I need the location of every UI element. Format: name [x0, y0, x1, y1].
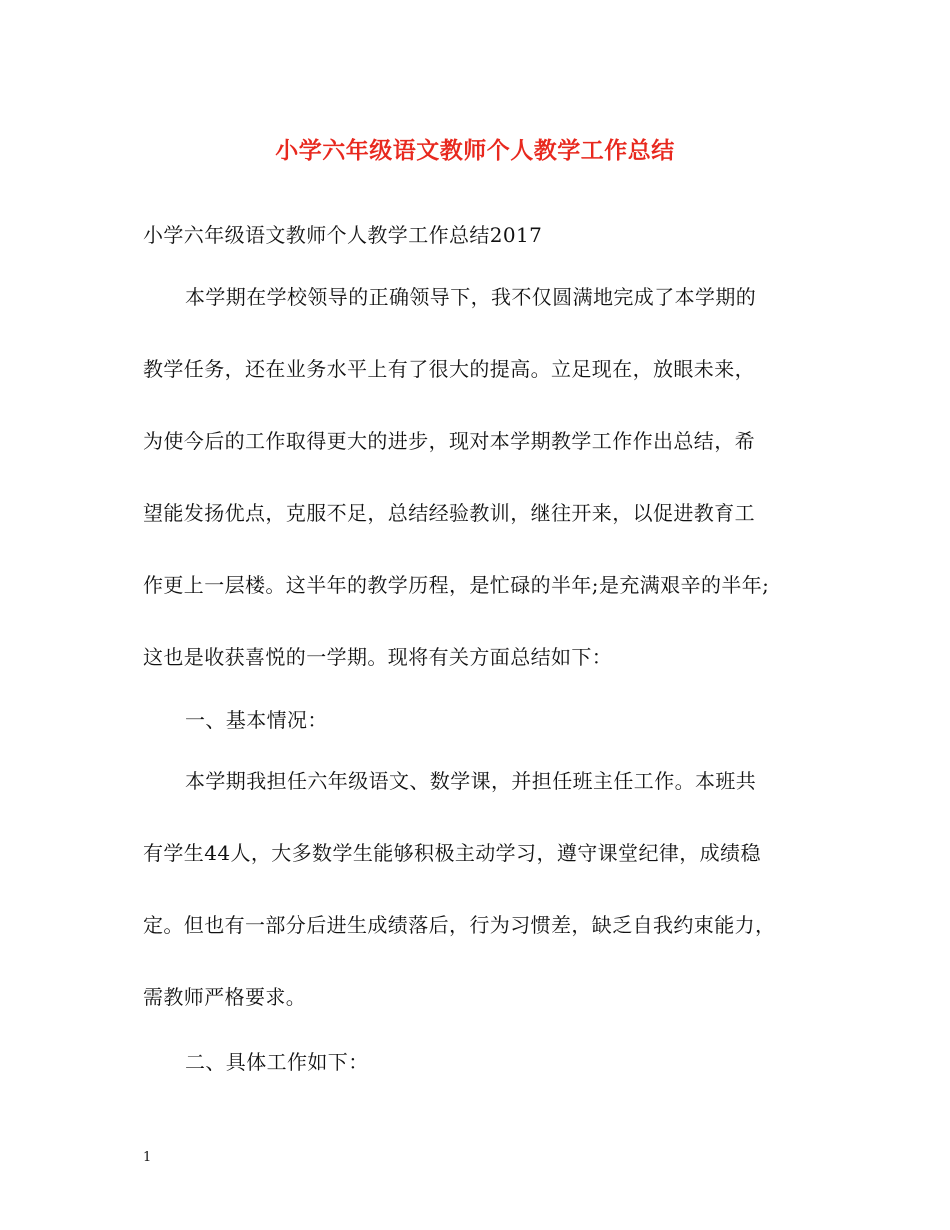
section-heading-specific-work: 二、具体工作如下：	[185, 1050, 369, 1074]
paragraph-line: 教学任务，还在业务水平上有了很大的提高。立足现在，放眼未来，	[143, 357, 755, 381]
document-subtitle: 小学六年级语文教师个人教学工作总结2017	[143, 223, 543, 247]
paragraph-line: 定。但也有一部分后进生成绩落后，行为习惯差，缺乏自我约束能力，	[143, 913, 776, 937]
paragraph-line: 这也是收获喜悦的一学期。现将有关方面总结如下：	[143, 645, 613, 669]
paragraph-line: 作更上一层楼。这半年的教学历程，是忙碌的半年;是充满艰辛的半年;	[143, 573, 770, 597]
paragraph-line: 有学生44人，大多数学生能够积极主动学习，遵守课堂纪律，成绩稳	[143, 841, 761, 865]
document-title: 小学六年级语文教师个人教学工作总结	[275, 137, 675, 164]
paragraph-line: 望能发扬优点，克服不足，总结经验教训，继往开来，以促进教育工	[143, 501, 755, 525]
paragraph-line: 为使今后的工作取得更大的进步，现对本学期教学工作作出总结，希	[143, 429, 755, 453]
paragraph-line: 需教师严格要求。	[143, 985, 307, 1009]
section-heading-basic-info: 一、基本情况：	[185, 708, 328, 732]
paragraph-line: 本学期我担任六年级语文、数学课，并担任班主任工作。本班共	[185, 769, 757, 793]
paragraph-line: 本学期在学校领导的正确领导下，我不仅圆满地完成了本学期的	[185, 285, 757, 309]
page-number: 1	[143, 1150, 152, 1165]
